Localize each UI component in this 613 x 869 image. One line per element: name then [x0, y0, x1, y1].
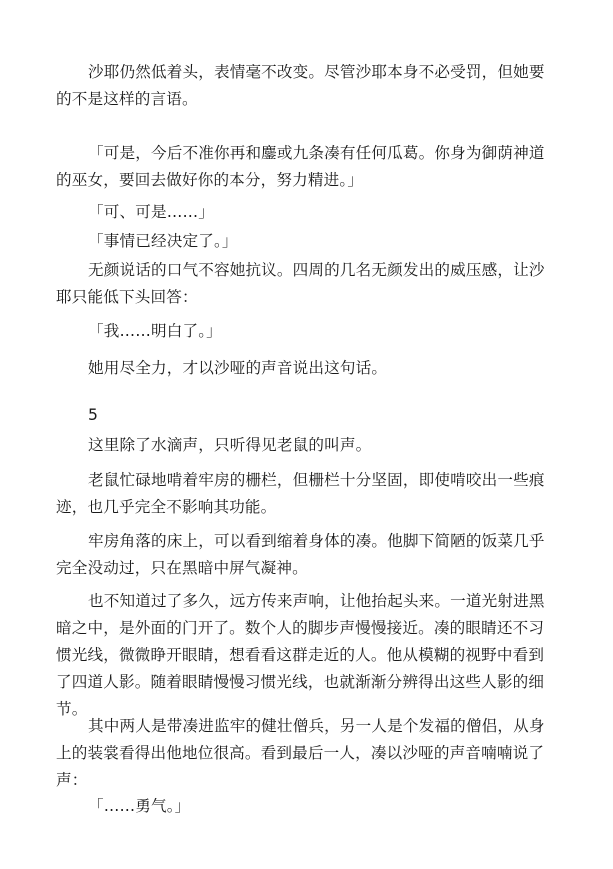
section-number: 5 — [88, 406, 99, 424]
paragraph-7: 她用尽全力，才以沙哑的声音说出这句话。 — [88, 359, 388, 377]
paragraph-5: 无颜说话的口气不容她抗议。四周的几名无颜发出的威压感，让沙耶只能低下头回答： — [56, 261, 545, 306]
paragraph-11: 也不知道过了多久，远方传来声响，让他抬起头来。一道光射进黑暗之中，是外面的门开了。数个人的脚步声慢慢接近。凑的眼睛还不习惯光线，微微睁开眼睛，想看看这群走近的人。他从模糊的视野中看到了四道人影。随着眼睛慢慢习惯光线，也就渐渐分辨得出这些人影的细节。 — [56, 592, 545, 718]
paragraph-1: 沙耶仍然低着头，表情毫不改变。尽管沙耶本身不必受罚，但她要的不是这样的言语。 — [56, 63, 545, 108]
paragraph-9: 老鼠忙碌地啃着牢房的栅栏，但栅栏十分坚固，即使啃咬出一些痕迹，也几乎完全不影响其功能。 — [56, 471, 545, 516]
paragraph-6: 「我……明白了。」 — [88, 322, 222, 340]
paragraph-8: 这里除了水滴声，只听得见老鼠的叫声。 — [88, 436, 372, 454]
paragraph-4: 「事情已经决定了。」 — [88, 232, 238, 250]
paragraph-3: 「可、可是……」 — [88, 203, 214, 221]
paragraph-10: 牢房角落的床上，可以看到缩着身体的凑。他脚下简陋的饭菜几乎完全没动过，只在黑暗中屏气凝神。 — [56, 532, 545, 577]
paragraph-12: 其中两人是带凑进监牢的健壮僧兵，另一人是个发福的僧侣，从身上的装裳看得出他地位很高。看到最后一人，凑以沙哑的声音喃喃说了声： — [56, 717, 545, 789]
paragraph-13: 「……勇气。」 — [88, 797, 191, 815]
paragraph-2: 「可是，今后不准你再和鏖或九条凑有任何瓜葛。你身为御荫神道的巫女，要回去做好你的本分，努力精进。」 — [56, 144, 545, 189]
